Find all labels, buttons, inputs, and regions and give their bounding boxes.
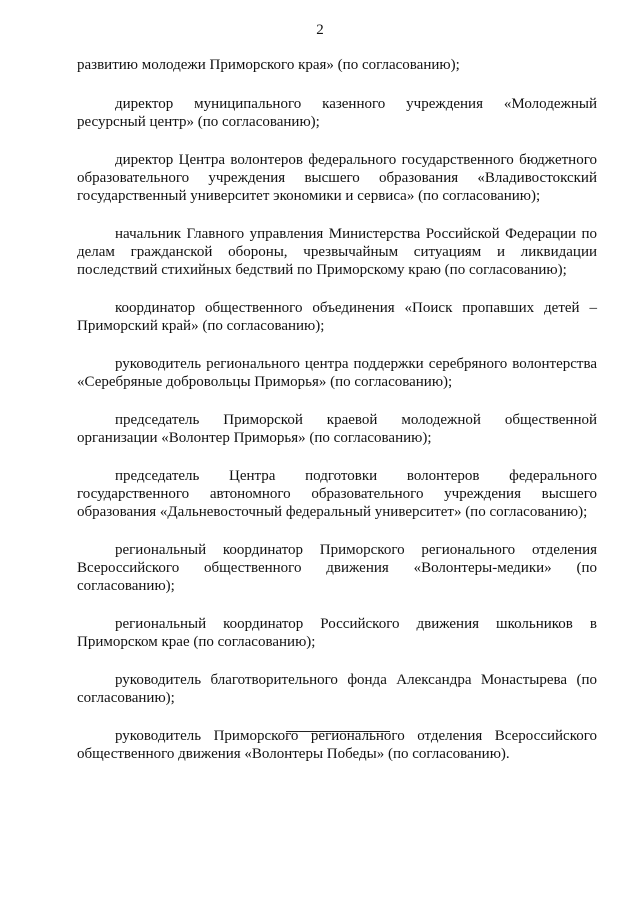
paragraph-item: директор Центра волонтеров федерального государственного бюджетного образовательного учреждения высшего образования «Владивостокский государственный университет экономики и сервиса» (по согласованию);	[77, 152, 597, 204]
paragraph-item: начальник Главного управления Министерства Российской Федерации по делам гражданской обороны, чрезвычайным ситуациям и ликвидации последствий стихийных бедствий по Приморскому краю (по согласованию);	[77, 226, 597, 278]
paragraph-item: руководитель Приморского регионального отделения Всероссийского общественного движения «Волонтеры Победы» (по согласованию).	[77, 728, 597, 762]
page-number: 2	[316, 22, 324, 38]
paragraph-item: директор муниципального казенного учреждения «Молодежный ресурсный центр» (по согласованию);	[77, 96, 597, 130]
closing-separator-line	[286, 731, 390, 732]
document-body	[77, 56, 597, 783]
paragraph-item: региональный координатор Приморского регионального отделения Всероссийского общественного движения «Волонтеры-медики» (по согласованию);	[77, 542, 597, 594]
paragraph-item: руководитель регионального центра поддержки серебряного волонтерства «Серебряные добровольцы Приморья» (по согласованию);	[77, 356, 597, 390]
paragraph-continuation: развитию молодежи Приморского края» (по согласованию);	[77, 57, 460, 73]
paragraph-item: региональный координатор Российского движения школьников в Приморском крае (по согласованию);	[77, 616, 597, 650]
paragraph-item: руководитель благотворительного фонда Александра Монастырева (по согласованию);	[77, 672, 597, 706]
paragraph-item: председатель Приморской краевой молодежной общественной организации «Волонтер Приморья» (по согласованию);	[77, 412, 597, 446]
paragraph-item: председатель Центра подготовки волонтеров федерального государственного автономного образовательного учреждения высшего образования «Дальневосточный федеральный университет» (по согласованию);	[77, 468, 597, 520]
paragraph-item: координатор общественного объединения «Поиск пропавших детей – Приморский край» (по согласованию);	[77, 300, 597, 334]
